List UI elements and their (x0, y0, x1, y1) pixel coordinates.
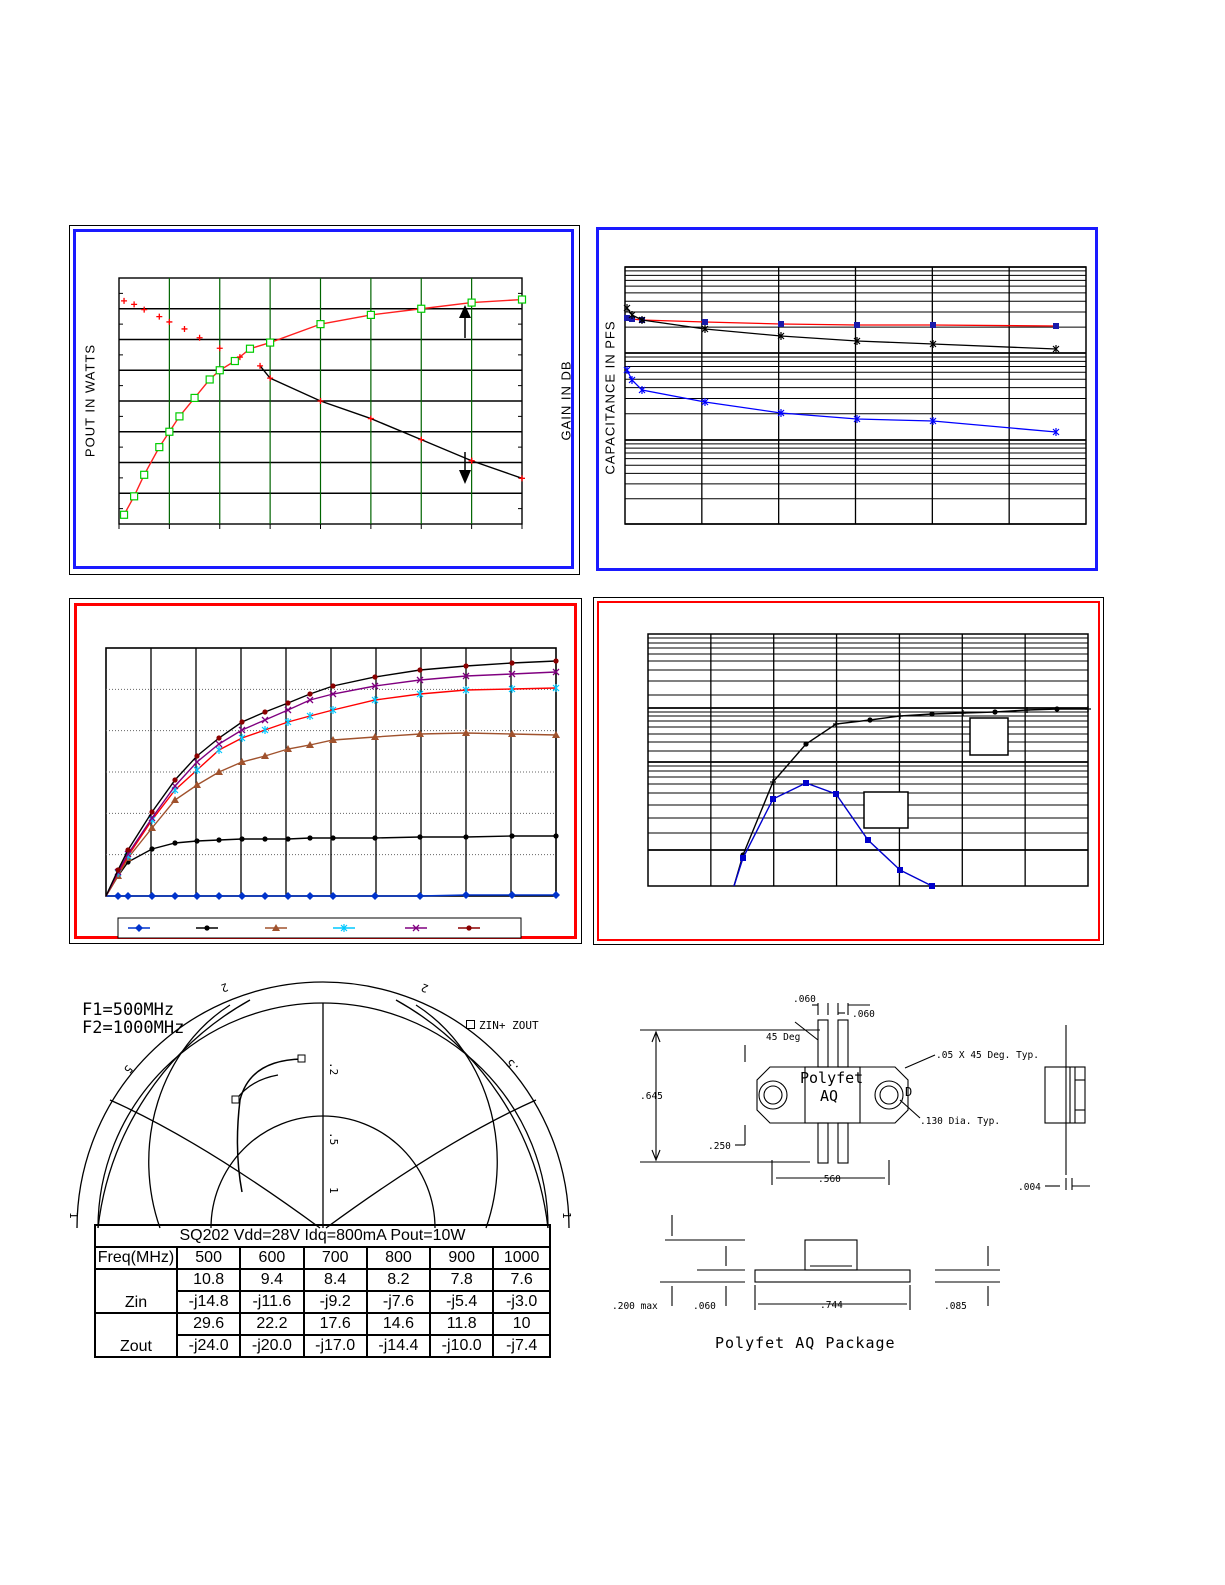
dim-060b: .060 (852, 1009, 875, 1020)
dim-060c: .060 (693, 1301, 716, 1312)
package-marker: D (905, 1085, 913, 1099)
smith-label-3: 2 (419, 980, 431, 996)
smith-label-7: .5 (327, 1132, 340, 1146)
package-brand: Polyfet (800, 1069, 864, 1087)
zout-r-cell: 22.2 (240, 1313, 303, 1335)
dim-130: .130 Dia. Typ. (920, 1116, 1001, 1127)
freq-header: Freq(MHz) (95, 1247, 177, 1269)
dim-744: .744 (820, 1300, 843, 1311)
zin-x-cell: -j3.0 (493, 1291, 550, 1313)
smith-label-2: 2 (219, 980, 230, 995)
smith-label-6: .2 (327, 1062, 340, 1076)
zout-r-cell: 14.6 (367, 1313, 430, 1335)
zin-r-cell: 9.4 (240, 1269, 303, 1291)
zout-x-cell: -j20.0 (240, 1335, 303, 1357)
zin-label: Zin (95, 1269, 177, 1313)
pout-axis-label: POUT IN WATTS (82, 343, 98, 458)
zin-r-cell: 10.8 (177, 1269, 240, 1291)
zout-x-cell: -j10.0 (430, 1335, 493, 1357)
zout-x-cell: -j14.4 (367, 1335, 430, 1357)
zin-r-cell: 8.2 (367, 1269, 430, 1291)
zin-x-cell: -j7.6 (367, 1291, 430, 1313)
zin-x-cell: -j14.8 (177, 1291, 240, 1313)
smith-f2-label: F2=1000MHz (82, 1018, 185, 1038)
zout-r-cell: 10 (493, 1313, 550, 1335)
dim-chamfer: .05 X 45 Deg. Typ. (936, 1050, 1039, 1061)
zout-x-cell: -j17.0 (304, 1335, 367, 1357)
smith-label-10: 1 (560, 1212, 573, 1219)
dim-085: .085 (944, 1301, 967, 1312)
zin-x-cell: -j5.4 (430, 1291, 493, 1313)
smith-legend-label: ZIN+ ZOUT (479, 1019, 539, 1032)
dim-560: .560 (818, 1174, 841, 1185)
dim-250: .250 (708, 1141, 731, 1152)
zout-r-cell: 11.8 (430, 1313, 493, 1335)
package-caption: Polyfet AQ Package (715, 1334, 896, 1352)
table-title: SQ202 Vdd=28V Idq=800mA Pout=10W (95, 1225, 550, 1247)
smith-label-1: 1 (67, 1212, 80, 1219)
zout-r-cell: 17.6 (304, 1313, 367, 1335)
zin-r-cell: 7.6 (493, 1269, 550, 1291)
smith-label-8: 1 (327, 1187, 340, 1194)
zin-x-cell: -j11.6 (240, 1291, 303, 1313)
dim-200: .200 max (612, 1301, 658, 1312)
zin-r-cell: 7.8 (430, 1269, 493, 1291)
gain-axis-label: GAIN IN DB (558, 360, 574, 441)
smith-f1-label: F1=500MHz (82, 1000, 175, 1020)
dim-060a: .060 (793, 994, 816, 1005)
zout-label: Zout (95, 1313, 177, 1357)
freq-cell: 700 (304, 1247, 367, 1269)
smith-label-5: .5 (503, 1056, 522, 1075)
freq-cell: 500 (177, 1247, 240, 1269)
zout-r-cell: 29.6 (177, 1313, 240, 1335)
freq-cell: 600 (240, 1247, 303, 1269)
dim-645: .645 (640, 1091, 663, 1102)
package-code: AQ (820, 1087, 839, 1105)
zin-x-cell: -j9.2 (304, 1291, 367, 1313)
zout-x-cell: -j24.0 (177, 1335, 240, 1357)
freq-cell: 900 (430, 1247, 493, 1269)
freq-cell: 800 (367, 1247, 430, 1269)
dim-004: .004 (1018, 1182, 1041, 1193)
freq-cell: 1000 (493, 1247, 550, 1269)
capacitance-axis-label: CAPACITANCE IN PFS (602, 320, 618, 475)
smith-label-4: 5 (120, 1062, 136, 1076)
zout-x-cell: -j7.4 (493, 1335, 550, 1357)
dim-45deg: 45 Deg (766, 1032, 801, 1043)
zin-r-cell: 8.4 (304, 1269, 367, 1291)
